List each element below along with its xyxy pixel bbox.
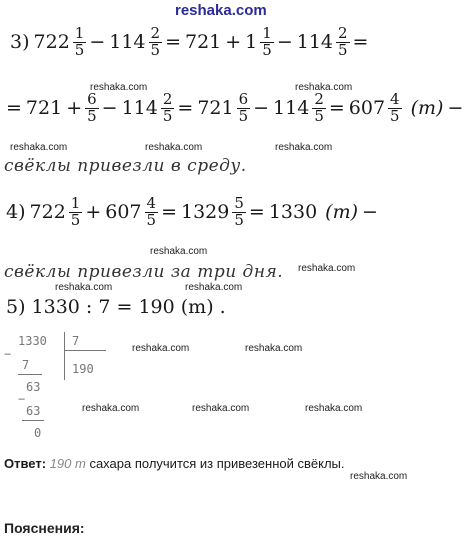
minus-sign: − bbox=[89, 31, 106, 54]
whole-number: 114 bbox=[273, 97, 310, 120]
watermark: reshaka.com bbox=[132, 343, 190, 354]
whole-number: 1330 bbox=[268, 201, 318, 224]
answer-label: Ответ: bbox=[4, 456, 47, 471]
minus-sign: − bbox=[253, 97, 270, 120]
step-number: 3) bbox=[10, 31, 30, 54]
watermark: reshaka.com bbox=[90, 82, 148, 93]
equals-sign: = bbox=[352, 31, 369, 54]
whole-number: 722 bbox=[29, 201, 66, 224]
step3-line1 bbox=[8, 26, 370, 59]
fraction: $\frac{2}{5}$ bbox=[338, 24, 348, 59]
step-number: 4) bbox=[6, 201, 26, 224]
quotient: 190 bbox=[72, 362, 94, 376]
equals-sign: = bbox=[165, 31, 181, 54]
fraction: $\frac{1}{5}$ bbox=[74, 24, 85, 59]
equals-sign: = bbox=[6, 97, 22, 120]
plus-sign: + bbox=[85, 201, 102, 224]
division-bar-vertical bbox=[64, 332, 65, 380]
whole-number: 721 bbox=[184, 31, 222, 54]
minus-sign: − bbox=[101, 97, 118, 120]
watermark: reshaka.com bbox=[82, 403, 140, 414]
whole-number: 721 bbox=[25, 97, 63, 120]
fraction: $\frac{2}{5}$ bbox=[150, 24, 161, 59]
plus-sign: + bbox=[225, 31, 242, 54]
divisor: 7 bbox=[72, 334, 80, 348]
fraction: $\frac{4}{5}$ bbox=[146, 194, 157, 229]
answer-line bbox=[4, 456, 345, 471]
fraction: $\frac{2}{5}$ bbox=[314, 90, 324, 125]
watermark: reshaka.com bbox=[10, 142, 68, 153]
unit-label: (m) bbox=[410, 97, 444, 120]
equals-sign: = bbox=[328, 97, 345, 120]
caption-step4: свёклы привезли за три дня. bbox=[4, 262, 284, 282]
whole-number: 114 bbox=[109, 31, 146, 54]
step4-line bbox=[4, 196, 380, 229]
underline bbox=[18, 374, 42, 375]
fraction: $\frac{2}{5}$ bbox=[162, 90, 173, 125]
whole-number: 607 bbox=[105, 201, 142, 224]
watermark: reshaka.com bbox=[298, 263, 356, 274]
fraction: $\frac{5}{5}$ bbox=[234, 194, 244, 229]
whole-number: 607 bbox=[348, 97, 386, 120]
whole-number: 721 bbox=[197, 97, 234, 120]
whole-number: 1 bbox=[245, 31, 258, 54]
watermark: reshaka.com bbox=[350, 471, 408, 482]
watermark: reshaka.com bbox=[192, 403, 250, 414]
step5-expression: 5) 1330 : 7 = 190 (m) . bbox=[6, 296, 226, 318]
plus-sign: + bbox=[66, 97, 83, 120]
minus-sign: − bbox=[18, 392, 26, 406]
watermark: reshaka.com bbox=[55, 282, 113, 293]
whole-number: 114 bbox=[296, 31, 333, 54]
watermark-top: reshaka.com bbox=[175, 2, 267, 19]
dash: − bbox=[447, 97, 464, 120]
step5-line bbox=[4, 296, 228, 318]
watermark: reshaka.com bbox=[245, 343, 303, 354]
watermark: reshaka.com bbox=[150, 246, 208, 257]
explanations-heading: Пояснения: bbox=[4, 520, 85, 536]
dash: − bbox=[362, 201, 378, 224]
division-bar-horizontal bbox=[64, 350, 106, 351]
equals-sign: = bbox=[161, 201, 177, 224]
remainder: 63 bbox=[26, 380, 41, 394]
answer-value: 190 т bbox=[49, 456, 86, 471]
remainder: 0 bbox=[34, 426, 42, 440]
fraction: $\frac{1}{5}$ bbox=[70, 194, 81, 229]
whole-number: 1329 bbox=[180, 201, 230, 224]
fraction: $\frac{6}{5}$ bbox=[238, 90, 249, 125]
watermark: reshaka.com bbox=[145, 142, 203, 153]
equals-sign: = bbox=[177, 97, 194, 120]
subtrahend: 7 bbox=[22, 358, 30, 372]
watermark: reshaka.com bbox=[305, 403, 363, 414]
underline bbox=[22, 420, 44, 421]
dividend: 1330 bbox=[18, 334, 47, 348]
step3-line2 bbox=[4, 92, 465, 125]
fraction: $\frac{1}{5}$ bbox=[262, 24, 272, 59]
minus-sign: − bbox=[276, 31, 293, 54]
whole-number: 114 bbox=[121, 97, 158, 120]
caption-step3: свёклы привезли в среду. bbox=[4, 156, 247, 176]
unit-label: (m) bbox=[325, 201, 359, 224]
minus-sign: − bbox=[4, 347, 12, 361]
equals-sign: = bbox=[248, 201, 265, 224]
watermark: reshaka.com bbox=[275, 142, 333, 153]
fraction: $\frac{4}{5}$ bbox=[390, 90, 400, 125]
whole-number: 722 bbox=[33, 31, 70, 54]
watermark: reshaka.com bbox=[295, 82, 353, 93]
fraction: $\frac{6}{5}$ bbox=[87, 90, 97, 125]
subtrahend: 63 bbox=[26, 404, 41, 418]
watermark: reshaka.com bbox=[185, 282, 243, 293]
answer-text: сахара получится из привезенной свёклы. bbox=[89, 456, 345, 471]
